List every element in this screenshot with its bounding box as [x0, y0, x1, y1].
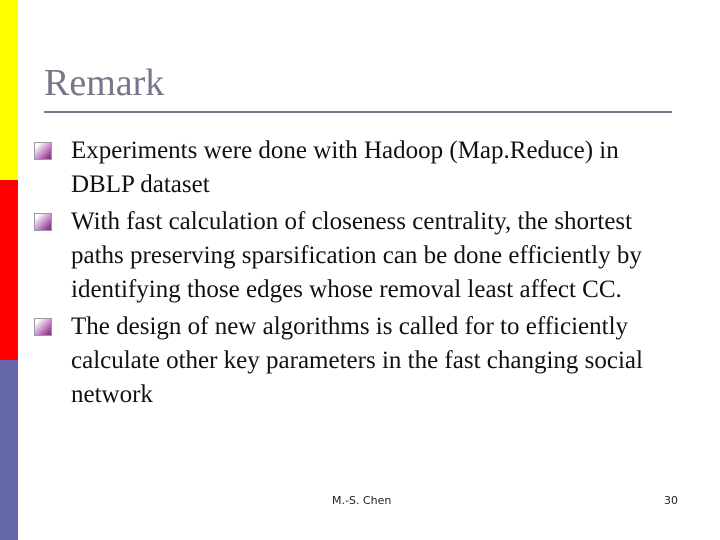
square-bullet-icon — [34, 213, 52, 231]
bullet-text: The design of new algorithms is called for to efficiently calculate other key parameters in the fast changing social network — [71, 313, 643, 408]
page-number: 30 — [664, 494, 678, 507]
bullet-item — [34, 205, 684, 307]
left-bar-yellow-segment — [0, 0, 18, 180]
left-color-bar — [0, 0, 18, 540]
left-bar-purple-segment — [0, 360, 18, 540]
slide-title: Remark — [44, 62, 165, 104]
bullet-list — [34, 134, 684, 415]
bullet-text: With fast calculation of closeness centrality, the shortest paths preserving sparsification can be done efficiently by identifying those edges whose removal least affect CC. — [71, 208, 642, 303]
square-bullet-icon — [34, 142, 52, 160]
title-divider — [44, 111, 672, 113]
square-bullet-icon — [34, 318, 52, 336]
bullet-item — [34, 134, 684, 202]
left-bar-red-segment — [0, 180, 18, 360]
footer-author: M.-S. Chen — [332, 494, 392, 507]
bullet-text: Experiments were done with Hadoop (Map.Reduce) in DBLP dataset — [71, 137, 619, 198]
bullet-item — [34, 310, 684, 412]
